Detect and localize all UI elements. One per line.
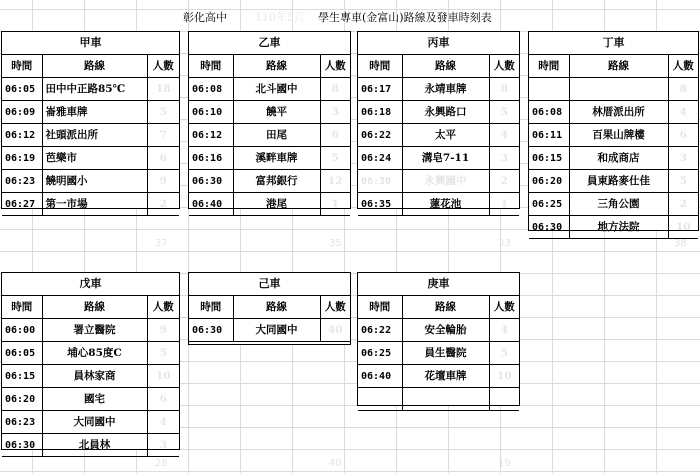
table-row xyxy=(358,193,519,216)
count-cell: 9 xyxy=(147,170,179,193)
table-row xyxy=(2,342,179,365)
route-cell: 三角公園 xyxy=(569,193,668,216)
time-cell: 06:30 xyxy=(529,216,569,239)
count-cell: 6 xyxy=(668,124,698,147)
route-cell: 饒明國小 xyxy=(42,170,147,193)
column-header-route: 路線 xyxy=(569,55,668,78)
route-cell: 蓮花池 xyxy=(402,193,489,216)
column-header-count: 人數 xyxy=(320,55,350,78)
column-header-route: 路線 xyxy=(42,55,147,78)
table-row xyxy=(189,78,350,101)
table-row xyxy=(2,170,179,193)
bus-table-bing xyxy=(357,31,520,209)
count-cell: 3 xyxy=(320,101,350,124)
page-title: 學生專車(金富山)路線及發車時刻表 xyxy=(318,11,492,24)
route-cell: 北員林 xyxy=(42,434,147,457)
route-cell: 溝皂7-11 xyxy=(402,147,489,170)
route-cell: 大同國中 xyxy=(42,411,147,434)
column-header-route: 路線 xyxy=(402,55,489,78)
table-row xyxy=(529,101,698,124)
time-cell: 06:20 xyxy=(529,170,569,193)
route-cell: 永興路口 xyxy=(402,101,489,124)
table-row xyxy=(2,101,179,124)
table-row xyxy=(2,193,179,216)
route-cell: 林厝派出所 xyxy=(569,101,668,124)
table-row xyxy=(358,101,519,124)
time-cell: 06:20 xyxy=(2,388,42,411)
count-cell: 3 xyxy=(489,147,519,170)
time-cell: 06:05 xyxy=(2,78,42,101)
count-cell: 8 xyxy=(320,78,350,101)
table-row xyxy=(2,434,179,457)
bus-table-geng xyxy=(357,272,520,406)
table-row xyxy=(529,216,698,239)
faint-total: 28 xyxy=(155,458,168,469)
route-cell: 太平 xyxy=(402,124,489,147)
table-row xyxy=(358,342,519,365)
column-header-time: 時間 xyxy=(189,55,233,78)
count-cell: 8 xyxy=(489,78,519,101)
route-cell: 富邦銀行 xyxy=(233,170,320,193)
route-cell: 安全輪胎 xyxy=(402,319,489,342)
count-cell: 12 xyxy=(320,170,350,193)
route-cell: 國宅 xyxy=(42,388,147,411)
time-cell: 06:22 xyxy=(358,319,402,342)
count-cell: 8 xyxy=(668,78,698,101)
time-cell: 06:15 xyxy=(529,147,569,170)
time-cell: 06:10 xyxy=(189,101,233,124)
count-cell: 4 xyxy=(147,411,179,434)
table-row xyxy=(529,124,698,147)
time-cell: 06:22 xyxy=(358,124,402,147)
table-row xyxy=(2,78,179,101)
column-header-time: 時間 xyxy=(529,55,569,78)
count-cell: 3 xyxy=(147,434,179,457)
faint-total: 35 xyxy=(329,238,342,249)
time-cell: 06:08 xyxy=(189,78,233,101)
column-header-count: 人數 xyxy=(489,55,519,78)
faint-total: 37 xyxy=(155,238,168,249)
table-row xyxy=(189,147,350,170)
table-row xyxy=(189,101,350,124)
route-cell: 溪畔車牌 xyxy=(233,147,320,170)
column-header-count: 人數 xyxy=(147,296,179,319)
table-row xyxy=(2,147,179,170)
route-cell: 田尾 xyxy=(233,124,320,147)
count-cell: 5 xyxy=(320,147,350,170)
table-row xyxy=(189,319,350,342)
count-cell: 18 xyxy=(147,78,179,101)
count-cell: 10 xyxy=(668,216,698,239)
column-header-route: 路線 xyxy=(233,296,320,319)
table-row xyxy=(358,147,519,170)
column-header-time: 時間 xyxy=(358,296,402,319)
column-header-route: 路線 xyxy=(233,55,320,78)
time-cell: 06:30 xyxy=(189,170,233,193)
time-cell: 06:11 xyxy=(529,124,569,147)
table-row xyxy=(2,388,179,411)
count-cell: 40 xyxy=(320,319,350,342)
count-cell: 5 xyxy=(147,101,179,124)
table-row xyxy=(529,170,698,193)
bus-name: 己車 xyxy=(189,273,350,296)
route-cell: 員林家商 xyxy=(42,365,147,388)
route-cell xyxy=(402,388,489,411)
time-cell: 06:15 xyxy=(2,365,42,388)
table-row xyxy=(358,78,519,101)
time-cell: 06:18 xyxy=(358,101,402,124)
table-row xyxy=(189,124,350,147)
time-cell: 06:30 xyxy=(358,170,402,193)
table-row xyxy=(2,411,179,434)
time-cell: 06:35 xyxy=(358,193,402,216)
count-cell xyxy=(489,388,519,411)
route-cell: 崙雅車牌 xyxy=(42,101,147,124)
faint-total: 33 xyxy=(498,238,511,249)
route-cell: 百果山牌樓 xyxy=(569,124,668,147)
count-cell: 2 xyxy=(668,193,698,216)
route-cell: 社頭派出所 xyxy=(42,124,147,147)
route-cell: 員東路麥仕佳 xyxy=(569,170,668,193)
column-header-count: 人數 xyxy=(147,55,179,78)
count-cell: 6 xyxy=(147,388,179,411)
table-row xyxy=(189,193,350,216)
time-cell: 06:08 xyxy=(529,101,569,124)
column-header-count: 人數 xyxy=(489,296,519,319)
bus-table-ding xyxy=(528,31,699,231)
count-cell: 1 xyxy=(320,193,350,216)
count-cell: 4 xyxy=(668,101,698,124)
count-cell: 2 xyxy=(147,193,179,216)
table-row xyxy=(2,124,179,147)
bus-name: 戊車 xyxy=(2,273,179,296)
time-cell: 06:40 xyxy=(189,193,233,216)
column-header-count: 人數 xyxy=(320,296,350,319)
count-cell: 6 xyxy=(320,124,350,147)
table-row xyxy=(189,170,350,193)
route-cell: 署立醫院 xyxy=(42,319,147,342)
route-cell: 埔心85度C xyxy=(42,342,147,365)
bus-name: 丙車 xyxy=(358,32,519,55)
route-cell: 田中中正路85℃ xyxy=(42,78,147,101)
count-cell: 5 xyxy=(147,342,179,365)
time-cell: 06:30 xyxy=(189,319,233,342)
time-cell: 06:23 xyxy=(2,411,42,434)
column-header-time: 時間 xyxy=(358,55,402,78)
table-row xyxy=(529,78,698,101)
time-cell: 06:24 xyxy=(358,147,402,170)
route-cell: 第一市場 xyxy=(42,193,147,216)
route-cell: 饒平 xyxy=(233,101,320,124)
time-cell: 06:40 xyxy=(358,365,402,388)
route-cell xyxy=(569,78,668,101)
count-cell: 2 xyxy=(489,170,519,193)
faint-total: 19 xyxy=(498,458,511,469)
route-cell: 大同國中 xyxy=(233,319,320,342)
table-row xyxy=(358,124,519,147)
table-row xyxy=(529,193,698,216)
faint-total: 38 xyxy=(674,238,687,249)
time-cell: 06:25 xyxy=(529,193,569,216)
count-cell: 3 xyxy=(668,147,698,170)
route-cell: 北斗國中 xyxy=(233,78,320,101)
route-cell: 永興國中 xyxy=(402,170,489,193)
count-cell: 9 xyxy=(147,319,179,342)
time-cell: 06:19 xyxy=(2,147,42,170)
bus-name: 丁車 xyxy=(529,32,698,55)
school-name: 彰化高中 xyxy=(183,11,227,24)
time-cell: 06:09 xyxy=(2,101,42,124)
table-row xyxy=(358,319,519,342)
route-cell: 港尾 xyxy=(233,193,320,216)
time-cell: 06:12 xyxy=(2,124,42,147)
time-cell: 06:25 xyxy=(358,342,402,365)
time-cell: 06:05 xyxy=(2,342,42,365)
count-cell: 10 xyxy=(489,365,519,388)
route-cell: 芭樂市 xyxy=(42,147,147,170)
count-cell: 5 xyxy=(668,170,698,193)
column-header-route: 路線 xyxy=(42,296,147,319)
route-cell: 員生醫院 xyxy=(402,342,489,365)
time-cell xyxy=(358,388,402,411)
table-row xyxy=(2,319,179,342)
column-header-route: 路線 xyxy=(402,296,489,319)
route-cell: 地方法院 xyxy=(569,216,668,239)
column-header-time: 時間 xyxy=(2,296,42,319)
count-cell: 1 xyxy=(489,193,519,216)
bus-table-ji xyxy=(188,272,351,345)
time-cell: 06:17 xyxy=(358,78,402,101)
time-cell: 06:27 xyxy=(2,193,42,216)
table-row xyxy=(358,170,519,193)
bus-name: 乙車 xyxy=(189,32,350,55)
page-header xyxy=(0,9,700,27)
route-cell: 和成商店 xyxy=(569,147,668,170)
bus-table-jia xyxy=(1,31,180,209)
time-cell: 06:00 xyxy=(2,319,42,342)
time-cell xyxy=(529,78,569,101)
table-row xyxy=(358,388,519,411)
column-header-time: 時間 xyxy=(2,55,42,78)
route-cell: 花壇車牌 xyxy=(402,365,489,388)
column-header-count: 人數 xyxy=(668,55,698,78)
bus-name: 庚車 xyxy=(358,273,519,296)
route-cell: 永靖車牌 xyxy=(402,78,489,101)
count-cell: 4 xyxy=(489,319,519,342)
count-cell: 5 xyxy=(489,101,519,124)
table-row xyxy=(358,365,519,388)
time-cell: 06:23 xyxy=(2,170,42,193)
year-label: 110年5月 xyxy=(255,11,305,24)
count-cell: 7 xyxy=(147,124,179,147)
count-cell: 5 xyxy=(489,342,519,365)
time-cell: 06:16 xyxy=(189,147,233,170)
bus-table-yi xyxy=(188,31,351,209)
faint-total: 40 xyxy=(329,458,342,469)
time-cell: 06:30 xyxy=(2,434,42,457)
bus-table-wu xyxy=(1,272,180,450)
column-header-time: 時間 xyxy=(189,296,233,319)
count-cell: 10 xyxy=(147,365,179,388)
count-cell: 6 xyxy=(147,147,179,170)
table-row xyxy=(529,147,698,170)
table-row xyxy=(2,365,179,388)
bus-name: 甲車 xyxy=(2,32,179,55)
time-cell: 06:12 xyxy=(189,124,233,147)
count-cell: 4 xyxy=(489,124,519,147)
